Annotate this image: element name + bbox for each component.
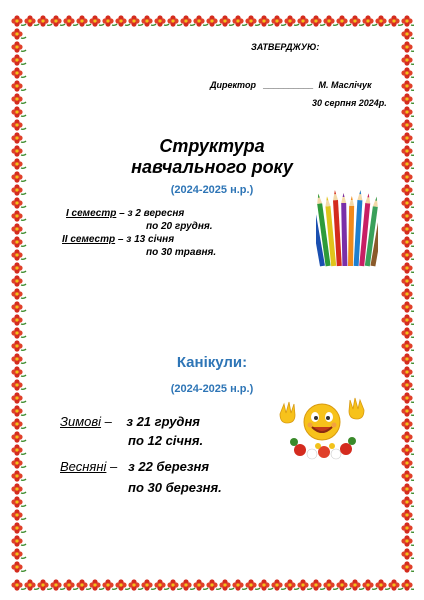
border-flower bbox=[401, 119, 414, 130]
border-flower bbox=[401, 28, 414, 39]
border-flower bbox=[11, 579, 26, 590]
border-flower bbox=[11, 223, 26, 234]
holiday-winter-from: з 21 грудня bbox=[126, 414, 200, 429]
colored-pencils-image bbox=[316, 186, 378, 268]
border-flower bbox=[11, 509, 26, 520]
border-flower bbox=[388, 15, 403, 26]
border-flower bbox=[154, 579, 169, 590]
border-flower bbox=[11, 483, 26, 494]
border-flower bbox=[349, 579, 364, 590]
border-flower bbox=[401, 405, 414, 416]
border-flower bbox=[401, 106, 414, 117]
border-flower bbox=[128, 15, 143, 26]
border-flower bbox=[11, 15, 26, 26]
border-flower bbox=[401, 288, 414, 299]
semester-2-dash: – bbox=[115, 234, 127, 245]
border-flower bbox=[206, 579, 221, 590]
border-flower bbox=[115, 15, 130, 26]
border-flower bbox=[310, 15, 325, 26]
border-flower bbox=[284, 15, 299, 26]
border-flower bbox=[180, 15, 195, 26]
border-flower bbox=[401, 236, 414, 247]
border-flower bbox=[11, 275, 26, 286]
border-flower bbox=[375, 579, 390, 590]
border-flower bbox=[11, 41, 26, 52]
border-flower bbox=[219, 579, 234, 590]
holidays-year: (2024-2025 н.р.) bbox=[170, 383, 254, 395]
border-flower bbox=[193, 15, 208, 26]
border-flower bbox=[401, 223, 414, 234]
border-flower bbox=[11, 522, 26, 533]
border-flower bbox=[401, 210, 414, 221]
border-flower bbox=[219, 15, 234, 26]
border-flower bbox=[401, 579, 414, 590]
title-line1: Структура bbox=[159, 136, 265, 156]
border-flower bbox=[89, 579, 104, 590]
border-flower bbox=[401, 262, 414, 273]
border-flower bbox=[11, 28, 26, 39]
border-flower bbox=[401, 249, 414, 260]
border-flower bbox=[76, 579, 91, 590]
border-flower bbox=[37, 579, 52, 590]
border-flower bbox=[50, 579, 65, 590]
border-flower bbox=[401, 470, 414, 481]
border-flower bbox=[401, 93, 414, 104]
holiday-winter-dash: – bbox=[101, 414, 112, 429]
border-flower bbox=[193, 579, 208, 590]
border-flower bbox=[11, 496, 26, 507]
holiday-spring bbox=[60, 459, 209, 474]
border-flower bbox=[11, 262, 26, 273]
border-flower bbox=[102, 579, 117, 590]
border-flower bbox=[11, 470, 26, 481]
border-flower bbox=[401, 301, 414, 312]
border-flower bbox=[102, 15, 117, 26]
border-flower bbox=[297, 15, 312, 26]
border-flower bbox=[297, 579, 312, 590]
border-flower bbox=[401, 457, 414, 468]
border-flower bbox=[323, 15, 338, 26]
approval-heading: ЗАТВЕРДЖУЮ: bbox=[251, 42, 320, 52]
border-flower bbox=[271, 579, 286, 590]
border-flower bbox=[115, 579, 130, 590]
semester-2-to: по 30 травня. bbox=[146, 247, 217, 258]
border-flower bbox=[401, 535, 414, 546]
border-flower bbox=[180, 579, 195, 590]
border-flower bbox=[11, 67, 26, 78]
pencil-icon bbox=[341, 193, 347, 266]
semester-1-to: по 20 грудня. bbox=[146, 221, 213, 232]
border-flower bbox=[258, 579, 273, 590]
border-flower bbox=[11, 340, 26, 351]
border-flower bbox=[24, 15, 39, 26]
border-flower bbox=[11, 327, 26, 338]
border-flower bbox=[401, 15, 414, 26]
border-flower bbox=[11, 210, 26, 221]
border-flower bbox=[245, 579, 260, 590]
border-flower bbox=[401, 314, 414, 325]
border-flower bbox=[11, 301, 26, 312]
border-flower bbox=[141, 15, 156, 26]
border-flower bbox=[401, 418, 414, 429]
director-name: М. Маслічук bbox=[318, 80, 372, 90]
border-flower bbox=[11, 535, 26, 546]
holiday-spring-from: з 22 березня bbox=[128, 459, 210, 474]
border-flower bbox=[11, 119, 26, 130]
border-flower bbox=[11, 457, 26, 468]
border-flower bbox=[11, 444, 26, 455]
border-flower bbox=[11, 249, 26, 260]
border-flower bbox=[388, 579, 403, 590]
border-flower bbox=[128, 579, 143, 590]
border-flower bbox=[401, 496, 414, 507]
border-flower bbox=[11, 405, 26, 416]
title-year: (2024-2025 н.р.) bbox=[170, 184, 254, 196]
border-flower bbox=[349, 15, 364, 26]
director-line bbox=[210, 80, 372, 90]
border-flower bbox=[401, 67, 414, 78]
border-flower bbox=[63, 579, 78, 590]
border-flower bbox=[284, 579, 299, 590]
border-flower bbox=[401, 444, 414, 455]
approval-date: 30 серпня 2024р. bbox=[312, 98, 387, 108]
title-line2: навчального року bbox=[131, 157, 293, 177]
smiley-icon bbox=[304, 404, 340, 440]
border-flower bbox=[336, 579, 351, 590]
director-label: Директор bbox=[210, 80, 256, 90]
holiday-spring-dash: – bbox=[106, 459, 118, 474]
pencil-icon bbox=[348, 196, 354, 266]
border-flower bbox=[89, 15, 104, 26]
border-flower bbox=[232, 579, 247, 590]
semester-1-name: І семестр bbox=[66, 208, 117, 219]
holiday-spring-to: по 30 березня. bbox=[128, 480, 222, 495]
semester-2-name: ІІ семестр bbox=[62, 234, 116, 245]
holiday-spring-name: Весняні bbox=[60, 459, 107, 474]
smiley-flowers-image bbox=[274, 392, 370, 462]
border-flower bbox=[310, 579, 325, 590]
border-flower bbox=[11, 288, 26, 299]
border-flower bbox=[401, 548, 414, 559]
border-flower bbox=[11, 197, 26, 208]
border-flower bbox=[11, 314, 26, 325]
border-flower bbox=[401, 561, 414, 572]
border-flower bbox=[323, 579, 338, 590]
border-flower bbox=[362, 579, 377, 590]
border-flower bbox=[11, 80, 26, 91]
border-flower bbox=[154, 15, 169, 26]
semester-1-from: з 2 вересня bbox=[127, 208, 185, 219]
border-flower bbox=[401, 522, 414, 533]
border-flower bbox=[11, 54, 26, 65]
holiday-winter-to: по 12 січня. bbox=[128, 433, 204, 448]
border-flower bbox=[11, 561, 26, 572]
border-flower bbox=[245, 15, 260, 26]
border-flower bbox=[11, 418, 26, 429]
border-flower bbox=[401, 340, 414, 351]
holidays-title: Канікули: bbox=[176, 354, 248, 371]
border-flower bbox=[167, 579, 182, 590]
border-flower bbox=[401, 41, 414, 52]
border-flower bbox=[167, 15, 182, 26]
semester-1-dash: – bbox=[116, 208, 128, 219]
border-flower bbox=[401, 509, 414, 520]
holiday-winter-name: Зимові bbox=[60, 414, 102, 429]
border-flower bbox=[232, 15, 247, 26]
border-flower bbox=[401, 327, 414, 338]
border-flower bbox=[11, 548, 26, 559]
border-flower bbox=[206, 15, 221, 26]
border-flower bbox=[401, 431, 414, 442]
semester-2-from: з 13 січня bbox=[126, 234, 175, 245]
border-flower bbox=[11, 431, 26, 442]
border-flower bbox=[401, 275, 414, 286]
border-flower bbox=[401, 54, 414, 65]
signature-blank: __________ bbox=[263, 80, 314, 90]
holiday-winter bbox=[60, 414, 200, 429]
border-flower bbox=[141, 579, 156, 590]
border-flower bbox=[401, 197, 414, 208]
border-flower bbox=[401, 483, 414, 494]
border-flower bbox=[271, 15, 286, 26]
border-flower bbox=[11, 93, 26, 104]
semester-2 bbox=[62, 234, 174, 245]
border-flower bbox=[258, 15, 273, 26]
border-flower bbox=[11, 106, 26, 117]
border-flower bbox=[362, 15, 377, 26]
border-flower bbox=[37, 15, 52, 26]
border-flower bbox=[336, 15, 351, 26]
border-flower bbox=[11, 236, 26, 247]
semester-1 bbox=[66, 208, 184, 219]
border-flower bbox=[401, 80, 414, 91]
border-flower bbox=[76, 15, 91, 26]
border-flower bbox=[50, 15, 65, 26]
border-flower bbox=[24, 579, 39, 590]
border-flower bbox=[375, 15, 390, 26]
border-flower bbox=[63, 15, 78, 26]
